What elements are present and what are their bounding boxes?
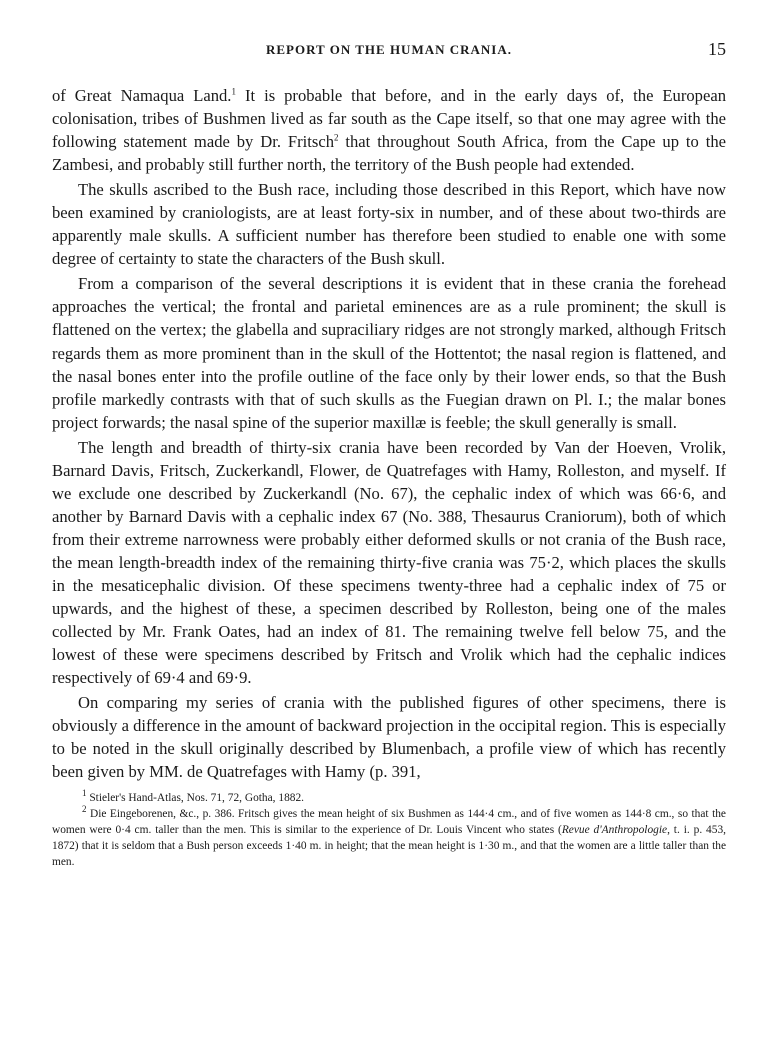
running-head: [52, 36, 726, 62]
footnote-2: [52, 806, 726, 870]
paragraph-3: From a comparison of the several descriptions it is evident that in these crania the forehead approaches the vertical; the frontal and parietal eminences are as a rule prominent; the skull is flattened on the vertex; the glabella and supraciliary ridges are not strongly marked, although Fritsch regards them as more prominent than in the skull of the Hottentot; the nasal region is flattened, and the nasal bones enter into the profile outline of the face only by their lower ends, so that the Bush profile markedly contrasts with that of such skulls as the Fuegian drawn on Pl. I.; the malar bones project forwards; the nasal spine of the superior maxillæ is feeble; the skull generally is small.: [52, 274, 726, 432]
paragraph-2: The skulls ascribed to the Bush race, including those described in this Report, which have now been examined by craniologists, are at least forty-six in number, and of these about two-thirds are apparently male skulls. A sufficient number has therefore been studied to enable one with some degree of certainty to state the characters of the Bush skull.: [52, 180, 726, 269]
footnote-2-journal-title: Revue d'Anthropologie: [561, 824, 668, 837]
paragraph-4: The length and breadth of thirty-six crania have been recorded by Van der Hoeven, Vrolik, Barnard Davis, Fritsch, Zuckerkandl, Flower, de Quatrefages with Hamy, Rolleston, and myself. If we exclude one described by Zuckerkandl (No. 67), the cephalic index of which was 66·6, and another by Barnard Davis with a cephalic index 67 (No. 388, Thesaurus Craniorum), both of which from their extreme narrowness were probably either deformed skulls or not crania of the Bush race, the mean length-breadth index of the remaining thirty-five crania was 75·2, which places the skulls in the mesaticephalic division. Of these specimens twenty-three had a cephalic index of 75 or upwards, and the highest of these, a specimen described by Rolleston, being one of the males collected by Mr. Frank Oates, had an index of 81. The remaining twelve fell below 75, and the lowest of these were specimens described by Fritsch and Vrolik which had the cephalic indices respectively of 69·4 and 69·9.: [52, 437, 726, 688]
footnote-1: [52, 790, 726, 806]
footnotes: [52, 790, 726, 870]
paragraph-1: [52, 84, 726, 176]
paragraph-1-text-a: of Great Namaqua Land.: [52, 86, 232, 105]
footnote-1-text: Stieler's Hand-Atlas, Nos. 71, 72, Gotha, 1882.: [86, 792, 305, 805]
body-text: [52, 84, 726, 783]
running-head-title: REPORT ON THE HUMAN CRANIA.: [266, 42, 512, 57]
page-number: 15: [708, 39, 726, 59]
footnote-ref-1: 1: [231, 86, 236, 97]
footnote-ref-2: 2: [334, 132, 339, 143]
paragraph-5: On comparing my series of crania with the published figures of other specimens, there is obviously a difference in the amount of backward projection in the occipital region. This is especially to be noted in the skull originally described by Blumenbach, a profile view of which has recently been given by MM. de Quatrefages with Hamy (p. 391,: [52, 693, 726, 782]
footnote-2-text-b: , t. i. p. 453, 1872) that it is seldom that a Bush person exceeds 1·40 m. in height; that the mean height is 1·30 m., and that the women are a little taller than the men.: [52, 824, 726, 869]
footnote-1-marker: 1: [82, 788, 87, 799]
footnote-2-text-a: Die Eingeborenen, &c., p. 386. Fritsch gives the mean height of six Bushmen as 144·4 cm., and of five women as 144·8 cm., so that the women were 0·4 cm. taller than the men. This is similar to the experience of Dr. Louis Vincent who states (: [52, 808, 726, 837]
paragraph-1-text-c: that throughout South Africa, from the Cape up to the Zambesi, and probably still further north, the territory of the Bush people had extended.: [52, 132, 726, 175]
document-page: [52, 36, 726, 870]
paragraph-1-text-b: It is probable that before, and in the early days of, the European colonisation, tribes of Bushmen lived as far south as the Cape itself, so that one may agree with the following statement made by Dr. Fritsch: [52, 86, 726, 152]
footnote-2-marker: 2: [82, 804, 87, 815]
